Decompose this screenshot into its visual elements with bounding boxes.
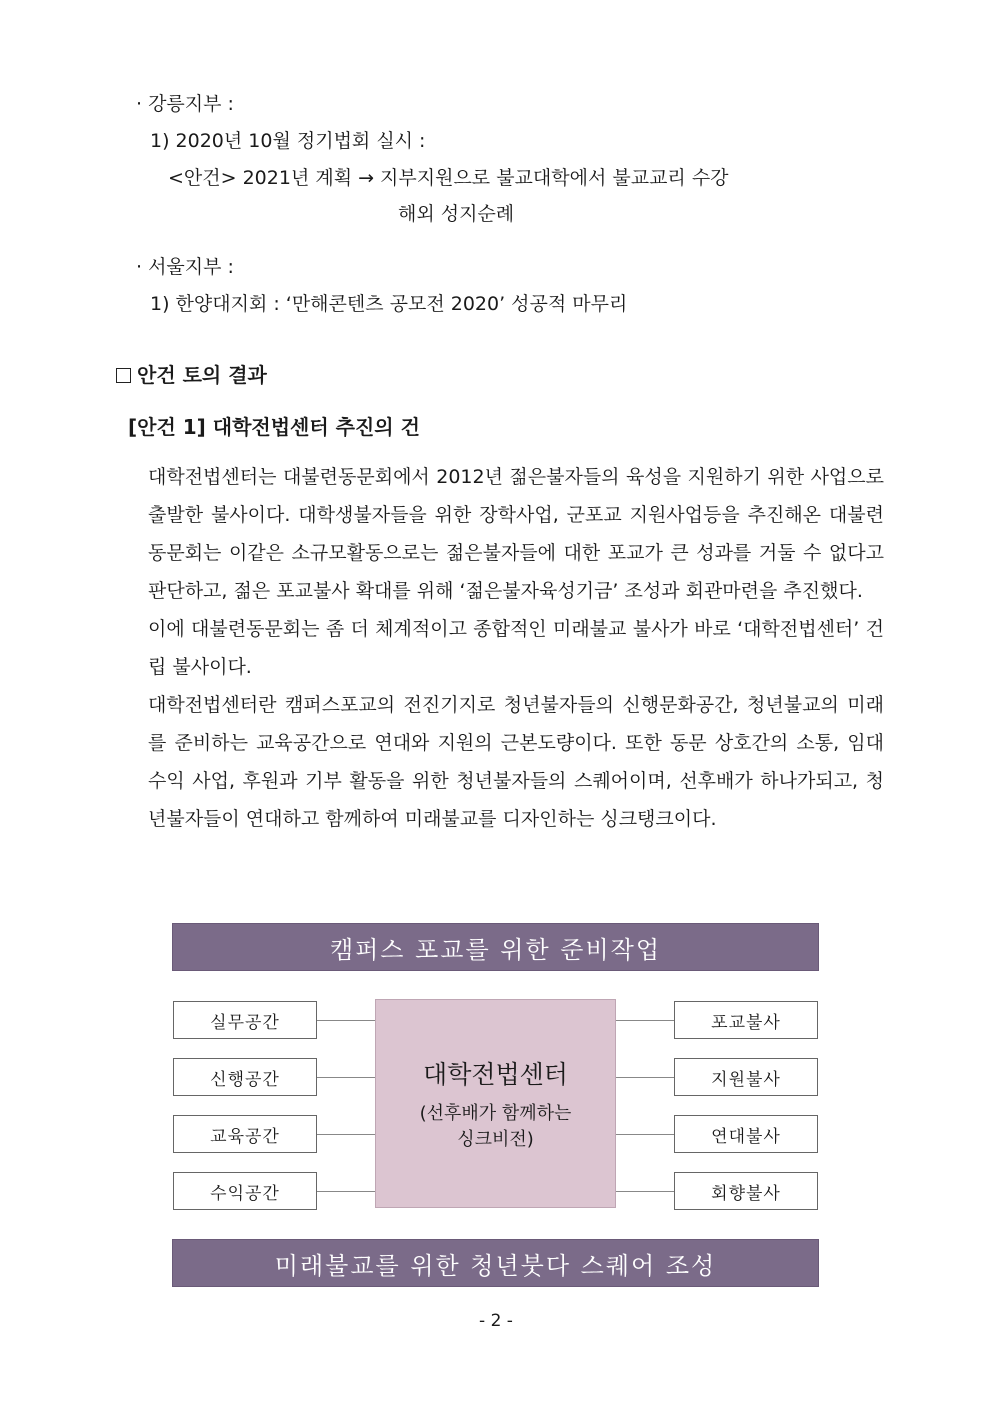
section-title: 안건 토의 결과 (137, 363, 267, 387)
right-box-dedication: 회향불사 (674, 1172, 818, 1210)
connector-line (616, 1077, 674, 1078)
seoul-label: · 서울지부 : (136, 256, 234, 278)
center-title: 대학전법센터 (423, 1059, 568, 1089)
connector-line (317, 1077, 375, 1078)
gangneung-label: · 강릉지부 : (136, 93, 234, 115)
bottom-banner: 미래불교를 위한 청년붓다 스퀘어 조성 (172, 1239, 819, 1287)
center-subtitle-1: (선후배가 함께하는 (419, 1102, 572, 1124)
paragraph: 대학전법센터란 캠퍼스포교의 전진기지로 청년불자들의 신행문화공간, 청년불교의 미래를 준비하는 교육공간으로 연대와 지원의 근본도량이다. 또한 동문 상호간의 소통, 임대 수익 사업, 후원과 기부 활동을 위한 청년불자들의 스퀘어이며, 선후배가 하나가되고, 청년불자들이 연대하고 함께하여 미래불교를 디자인하는 싱크탱크이다. (148, 694, 884, 830)
left-box-education-space: 교육공간 (173, 1115, 317, 1153)
center-box (375, 999, 616, 1208)
checkbox-icon (116, 368, 131, 383)
gangneung-item-1: 1) 2020년 10월 정기법회 실시 : (150, 130, 426, 152)
right-box-solidarity: 연대불사 (674, 1115, 818, 1153)
gangneung-agenda: <안건> 2021년 계획 → 지부지원으로 불교대학에서 불교교리 수강 (168, 167, 729, 189)
connector-line (616, 1191, 674, 1192)
center-subtitle-2: 싱크비전) (457, 1128, 534, 1150)
left-box-work-space: 실무공간 (173, 1001, 317, 1039)
connector-line (616, 1134, 674, 1135)
connector-line (616, 1020, 674, 1021)
body-text (148, 458, 884, 838)
connector-line (317, 1020, 375, 1021)
paragraph: 대학전법센터는 대불련동문회에서 2012년 젊은불자들의 육성을 지원하기 위한 사업으로 출발한 불사이다. 대학생불자들을 위한 장학사업, 군포교 지원사업등을 추진해온 대불련동문회는 이같은 소규모활동으로는 젊은불자들에 대한 포교가 큰 성과를 거둘 수 없다고 판단하고, 젊은 포교불사 확대를 위해 ‘젊은불자육성기금’ 조성과 회관마련을 추진했다. (148, 466, 884, 602)
agenda-1-title: [안건 1] 대학전법센터 추진의 건 (128, 415, 420, 439)
left-box-practice-space: 신행공간 (173, 1058, 317, 1096)
gangneung-agenda-2: 해외 성지순례 (398, 203, 515, 225)
connector-line (317, 1134, 375, 1135)
page-number: - 2 - (479, 1311, 513, 1331)
left-box-revenue-space: 수익공간 (173, 1172, 317, 1210)
seoul-item-1: 1) 한양대지회 : ‘만해콘텐츠 공모전 2020’ 성공적 마무리 (150, 293, 628, 315)
top-banner: 캠퍼스 포교를 위한 준비작업 (172, 923, 819, 971)
right-box-support: 지원불사 (674, 1058, 818, 1096)
right-box-outreach: 포교불사 (674, 1001, 818, 1039)
connector-line (317, 1191, 375, 1192)
paragraph: 이에 대불련동문회는 좀 더 체계적이고 종합적인 미래불교 불사가 바로 ‘대학전법센터’ 건립 불사이다. (148, 618, 884, 678)
section-heading (116, 362, 267, 388)
